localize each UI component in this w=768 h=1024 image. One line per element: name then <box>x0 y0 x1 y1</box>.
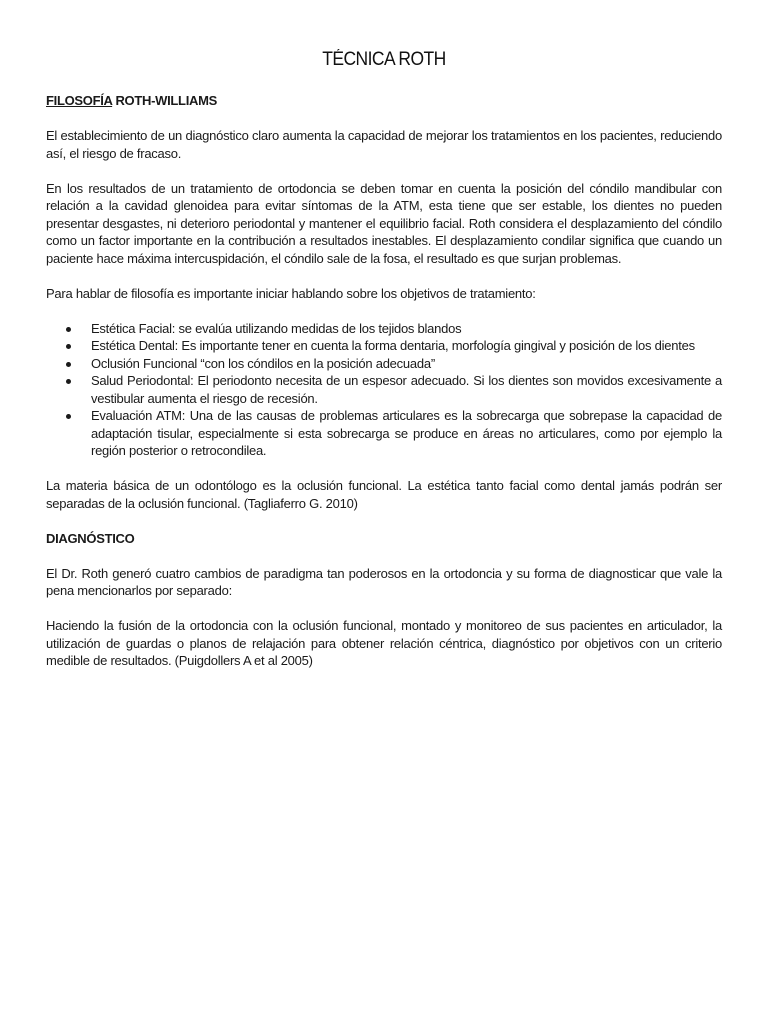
section-heading-filosofia <box>46 92 722 110</box>
list-item-text: Estética Dental: Es importante tener en cuenta la forma dentaria, morfología gingival y posición de los dientes <box>91 338 695 353</box>
bullet-icon <box>66 362 71 367</box>
document-title: TÉCNICA ROTH <box>322 49 446 70</box>
list-item-text: Oclusión Funcional “con los cóndilos en la posición adecuada” <box>91 355 435 371</box>
bullet-icon <box>66 344 71 349</box>
bullet-icon <box>66 414 71 419</box>
bullet-icon <box>66 379 71 384</box>
list-item <box>91 320 722 338</box>
heading-underlined-word: FILOSOFÍA <box>46 93 113 108</box>
list-item-text: Evaluación ATM: Una de las causas de problemas articulares es la sobrecarga que sobrepase la capacidad de adaptación tisular, especialmente si esta sobrecarga se produce en áreas no articulares, como por ejemplo la región posterior o retrocondilea. <box>91 408 722 458</box>
paragraph: Haciendo la fusión de la ortodoncia con la oclusión funcional, montado y monitoreo de sus pacientes en articulador, la utilización de guardas o planos de relajación para obtener relación céntrica, diagnóstico por objetivos con un criterio medible de resultados. (Puigdollers A et al 2005) <box>46 618 722 668</box>
list-item-text: Salud Periodontal: El periodonto necesita de un espesor adecuado. Si los dientes son movidos excesivamente a vestibular aumenta el riesgo de recesión. <box>91 373 722 406</box>
section-heading-diagnostico: DIAGNÓSTICO <box>46 530 135 546</box>
paragraph: En los resultados de un tratamiento de ortodoncia se deben tomar en cuenta la posición del cóndilo mandibular con relación a la cavidad glenoidea para evitar síntomas de la ATM, esta tiene que ser estable, los dientes no pueden presentar desgastes, ni deterioro periodontal y mantener el equilibrio facial. Roth considera el desplazamiento del cóndilo como un factor importante en la contribución a resultados inestables. El desplazamiento condilar significa que cuando un paciente hace máxima intercuspidación, el cóndilo sale de la fosa, el resultado es que surjan problemas. <box>46 180 722 266</box>
list-item-text: Estética Facial: se evalúa utilizando medidas de los tejidos blandos <box>91 320 462 336</box>
document-body <box>46 92 722 687</box>
list-item <box>91 407 722 460</box>
list-item <box>91 355 722 373</box>
bullet-icon <box>66 327 71 332</box>
paragraph: El establecimiento de un diagnóstico claro aumenta la capacidad de mejorar los tratamientos en los pacientes, reduciendo así, el riesgo de fracaso. <box>46 128 722 161</box>
paragraph: Para hablar de filosofía es importante iniciar hablando sobre los objetivos de tratamiento: <box>46 285 536 301</box>
paragraph: La materia básica de un odontólogo es la oclusión funcional. La estética tanto facial como dental jamás podrán ser separadas de la oclusión funcional. (Tagliaferro G. 2010) <box>46 478 722 511</box>
objectives-list <box>46 320 722 460</box>
list-item <box>91 337 722 355</box>
paragraph: El Dr. Roth generó cuatro cambios de paradigma tan poderosos en la ortodoncia y su forma de diagnosticar que vale la pena mencionarlos por separado: <box>46 565 722 598</box>
list-item <box>91 372 722 407</box>
heading-rest: ROTH-WILLIAMS <box>112 93 217 108</box>
